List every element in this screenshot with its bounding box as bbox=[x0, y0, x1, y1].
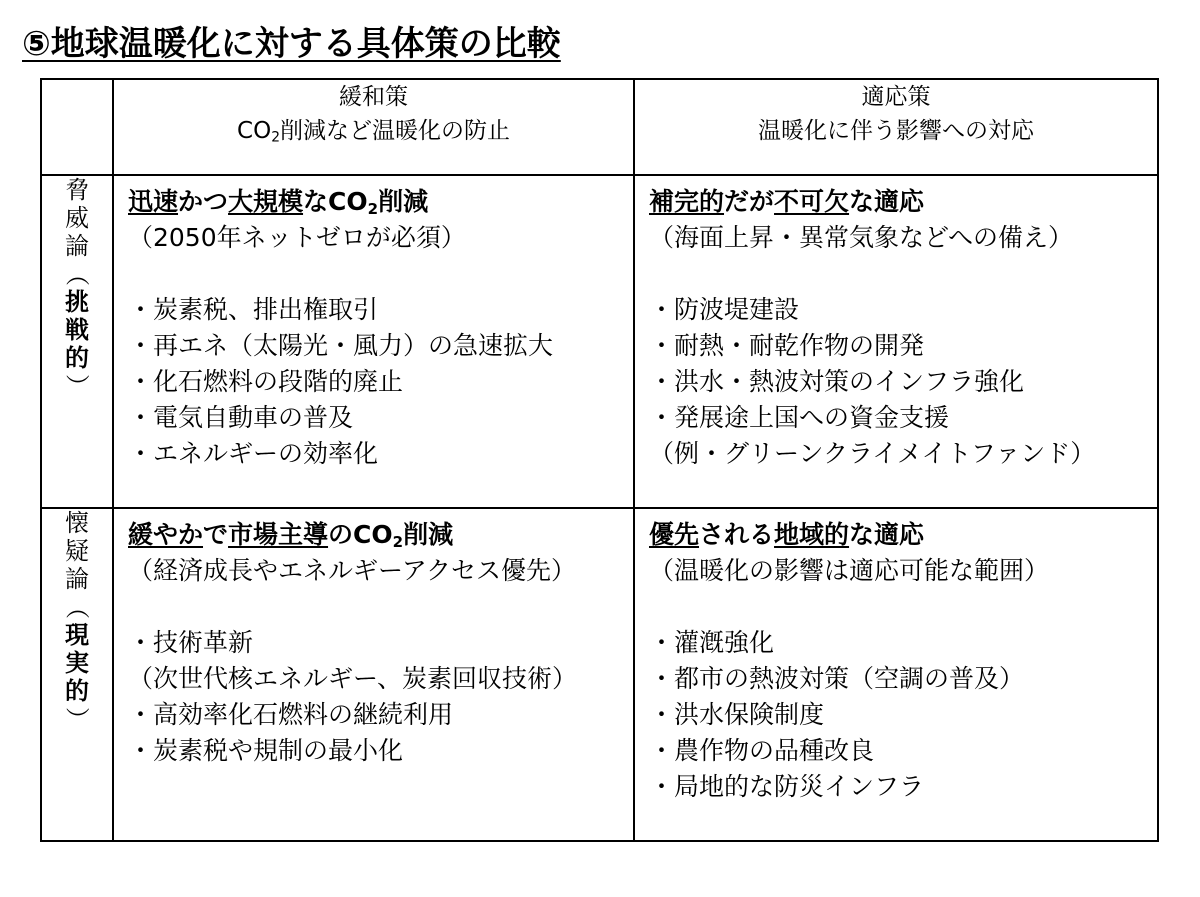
list-item: ・洪水・熱波対策のインフラ強化 bbox=[649, 367, 1025, 396]
list-item: ・局地的な防災インフラ bbox=[649, 772, 925, 801]
row-label-char: 懐 bbox=[65, 509, 89, 537]
row-label-skeptic bbox=[41, 508, 113, 841]
row-label-char: 脅 bbox=[65, 176, 89, 204]
row-label-char: 疑 bbox=[65, 537, 89, 565]
row-sublabel-char: 実 bbox=[65, 649, 89, 677]
list-item: ・耐熱・耐乾作物の開発 bbox=[649, 331, 925, 360]
list-item: ・炭素税や規制の最小化 bbox=[128, 736, 404, 765]
paren-close: ） bbox=[63, 707, 91, 731]
list-item: ・炭素税、排出権取引 bbox=[128, 295, 379, 324]
paren-open: （ bbox=[63, 262, 91, 286]
adaptation-title: 適応策 bbox=[861, 84, 931, 110]
mitigation-subtitle: $CO_2$削減など温暖化の防止 bbox=[237, 118, 510, 146]
heading-segment: のCO bbox=[328, 520, 393, 549]
list-item: （次世代核エネルギー、炭素回収技術） bbox=[128, 664, 578, 693]
row-sublabel-char: 的 bbox=[65, 344, 89, 372]
list-item: ・発展途上国への資金支援 bbox=[649, 403, 950, 432]
row-label-threat bbox=[41, 175, 113, 508]
heading-segment: な適応 bbox=[849, 187, 925, 216]
spacer bbox=[649, 589, 1145, 625]
list-item: ・再エネ（太陽光・風力）の急速拡大 bbox=[128, 331, 554, 360]
heading-segment: 市場主導 bbox=[228, 520, 329, 549]
page-title: ⑤地球温暖化に対する具体策の比較 bbox=[22, 24, 561, 64]
corner-cell bbox=[41, 79, 113, 175]
row-threat bbox=[41, 175, 1158, 508]
heading-segment: 緩やか bbox=[128, 520, 204, 549]
list-item: ・高効率化石燃料の継続利用 bbox=[128, 700, 454, 729]
mitigation-title: 緩和策 bbox=[339, 84, 408, 110]
cell-heading bbox=[128, 184, 621, 220]
heading-segment: 不可欠 bbox=[774, 187, 850, 216]
cell-note: （温暖化の影響は適応可能な範囲） bbox=[649, 556, 1050, 585]
list-item: ・電気自動車の普及 bbox=[128, 403, 354, 432]
spacer bbox=[649, 256, 1145, 292]
list-item: ・都市の熱波対策（空調の普及） bbox=[649, 664, 1025, 693]
cell-note: （海面上昇・異常気象などへの備え） bbox=[649, 223, 1074, 252]
list-item: ・化石燃料の段階的廃止 bbox=[128, 367, 404, 396]
spacer bbox=[128, 256, 621, 292]
heading-segment: 優先 bbox=[649, 520, 700, 549]
heading-segment: 削減 bbox=[403, 520, 454, 549]
heading-segment: 2 bbox=[392, 532, 404, 551]
heading-segment: 削減 bbox=[378, 187, 429, 216]
list-item: ・技術革新 bbox=[128, 628, 254, 657]
row-label-char: 威 bbox=[65, 204, 89, 232]
cell-heading bbox=[649, 517, 1145, 553]
row-sublabel-char: 戦 bbox=[65, 316, 89, 344]
heading-segment: 地域的 bbox=[774, 520, 850, 549]
list-item: ・エネルギーの効率化 bbox=[128, 439, 379, 468]
header-row bbox=[41, 79, 1158, 175]
spacer bbox=[128, 589, 621, 625]
heading-segment: かつ bbox=[178, 187, 229, 216]
heading-segment: な適応 bbox=[849, 520, 925, 549]
row-label-char: 論 bbox=[65, 565, 89, 593]
heading-segment: で bbox=[203, 520, 229, 549]
adaptation-subtitle: 温暖化に伴う影響への対応 bbox=[758, 118, 1034, 144]
cell-threat-adaptation bbox=[634, 175, 1158, 508]
cell-skeptic-mitigation bbox=[113, 508, 634, 841]
cell-note: （2050年ネットゼロが必須） bbox=[128, 223, 466, 252]
row-sublabel-char: 現 bbox=[65, 621, 89, 649]
cell-note: （経済成長やエネルギーアクセス優先） bbox=[128, 556, 577, 585]
cell-skeptic-adaptation bbox=[634, 508, 1158, 841]
header-adaptation bbox=[634, 79, 1158, 175]
list-item: ・農作物の品種改良 bbox=[649, 736, 875, 765]
cell-heading bbox=[649, 184, 1145, 220]
paren-open: （ bbox=[63, 595, 91, 619]
heading-segment: 大規模 bbox=[228, 187, 304, 216]
heading-segment: 迅速 bbox=[128, 187, 179, 216]
paren-close: ） bbox=[63, 374, 91, 398]
cell-heading bbox=[128, 517, 621, 553]
list-item: ・灌漑強化 bbox=[649, 628, 775, 657]
list-item: （例・グリーンクライメイトファンド） bbox=[649, 439, 1096, 468]
comparison-table bbox=[40, 78, 1159, 842]
header-mitigation bbox=[113, 79, 634, 175]
heading-segment: される bbox=[699, 520, 775, 549]
heading-segment: なCO bbox=[303, 187, 368, 216]
heading-segment: だが bbox=[724, 187, 775, 216]
row-label-char: 論 bbox=[65, 232, 89, 260]
row-skeptic bbox=[41, 508, 1158, 841]
row-sublabel-char: 的 bbox=[65, 677, 89, 705]
heading-segment: 2 bbox=[367, 199, 379, 218]
list-item: ・洪水保険制度 bbox=[649, 700, 825, 729]
row-sublabel-char: 挑 bbox=[65, 288, 89, 316]
cell-threat-mitigation bbox=[113, 175, 634, 508]
heading-segment: 補完的 bbox=[649, 187, 725, 216]
list-item: ・防波堤建設 bbox=[649, 295, 800, 324]
